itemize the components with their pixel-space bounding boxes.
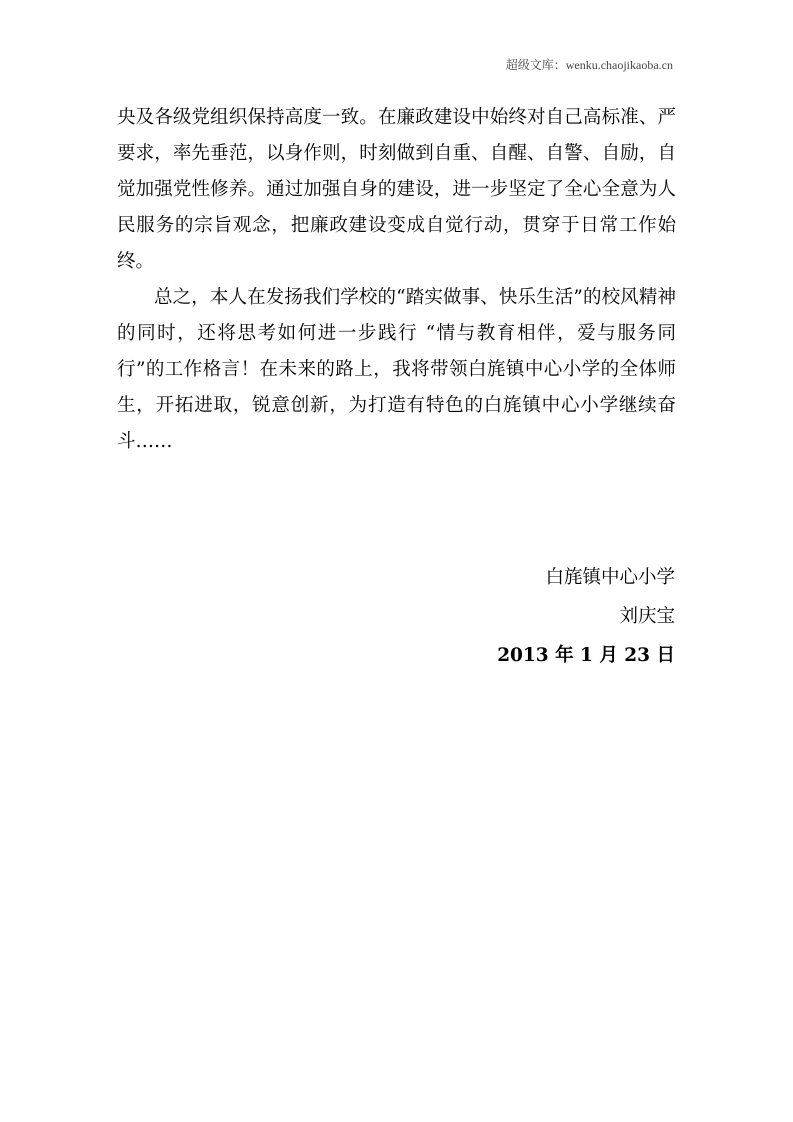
- paragraph-continuation: 央及各级党组织保持高度一致。在廉政建设中始终对自己高标准、严要求，率先垂范，以身作则，时刻做到自重、自醒、自警、自励，自觉加强党性修养。通过加强自身的建设，进一步坚定了全心全意为人民服务的宗旨观念，把廉政建设变成自觉行动，贯穿于日常工作始终。: [117, 107, 676, 272]
- signature-block: [375, 558, 675, 675]
- source-watermark-note: 超级文库：wenku.chaojikaoba.cn: [505, 58, 673, 72]
- paragraph-conclusion: 总之，本人在发扬我们学校的“踏实做事、快乐生活”的校风精神的同时，还将思考如何进一步践行 “情与教育相伴，爱与服务同行”的工作格言！在未来的路上，我将带领白旄镇中心小学的全体师生，开拓进取，锐意创新，为打造有特色的白旄镇中心小学继续奋斗……: [117, 287, 676, 452]
- signature-name: 刘庆宝: [619, 606, 675, 627]
- signature-date: 2013 年 1 月 23 日: [497, 645, 675, 666]
- signature-school: 白旄镇中心小学: [545, 567, 675, 588]
- document-body: [117, 100, 676, 460]
